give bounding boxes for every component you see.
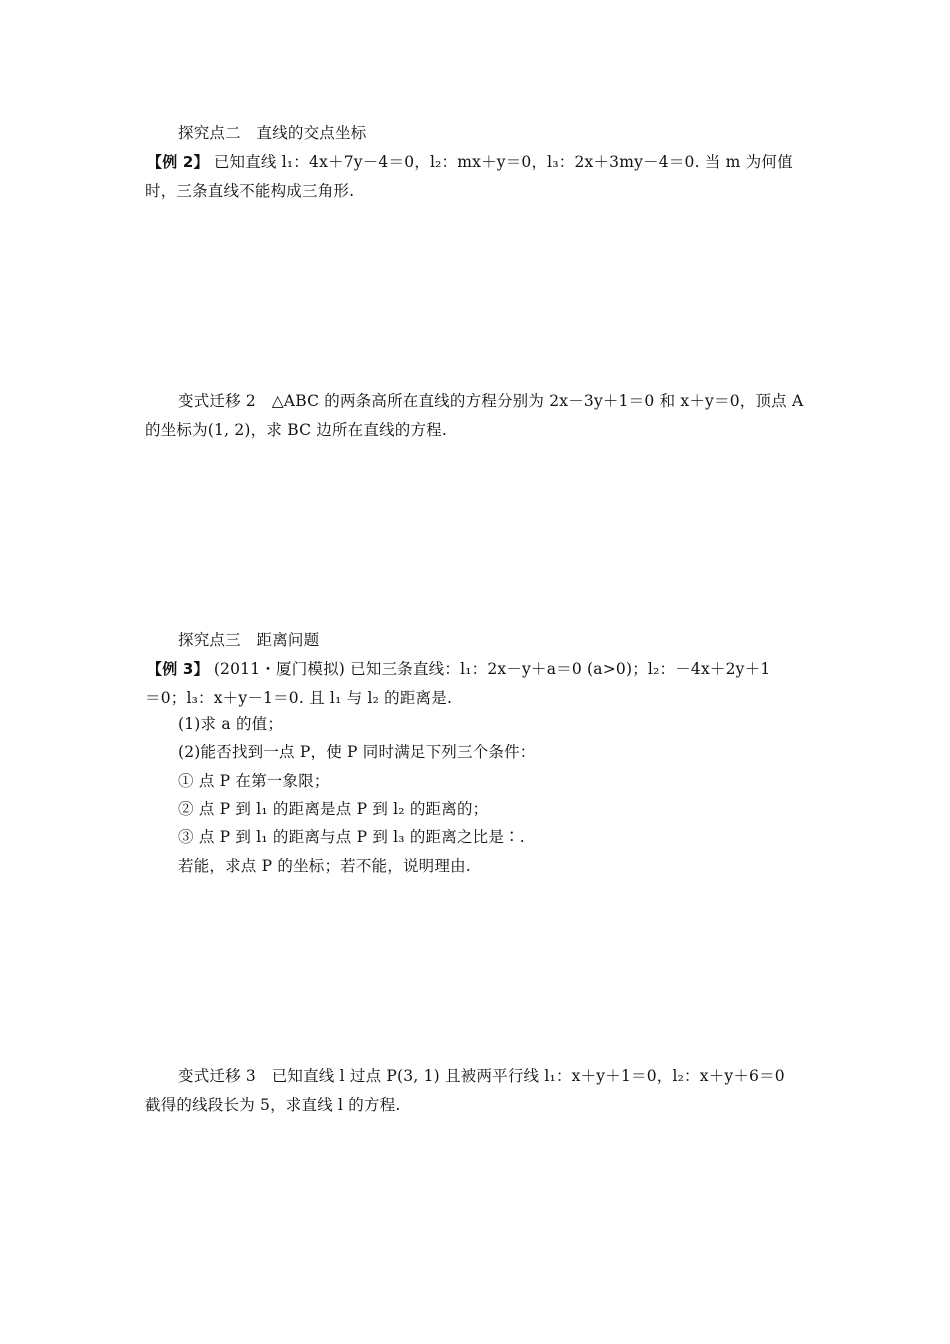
example2-tag: 【例 2】 <box>147 153 209 171</box>
variant2-line1: 变式迁移 2 △ABC 的两条高所在直线的方程分别为 2x－3y＋1＝0 和 x＋y＝0，顶点 A <box>178 392 804 410</box>
question1: (1)求 a 的值； <box>178 715 284 733</box>
example3-tag: 【例 3】 <box>147 660 209 678</box>
condition1: ① 点 P 在第一象限； <box>178 772 330 790</box>
variant2-line2: 的坐标为(1, 2)，求 BC 边所在直线的方程. <box>145 421 447 439</box>
variant3-line1: 变式迁移 3 已知直线 l 过点 P(3, 1) 且被两平行线 l₁：x＋y＋1＝0，l₂：x＋y＋6＝0 <box>178 1067 785 1085</box>
condition2: ② 点 P 到 l₁ 的距离是点 P 到 l₂ 的距离的； <box>178 800 489 818</box>
example2-line2: 时，三条直线不能构成三角形. <box>145 182 355 200</box>
example3-line1 <box>147 659 770 679</box>
question2: (2)能否找到一点 P，使 P 同时满足下列三个条件： <box>178 743 536 761</box>
conclusion: 若能，求点 P 的坐标；若不能，说明理由. <box>178 857 471 875</box>
variant3-line2: 截得的线段长为 5，求直线 l 的方程. <box>145 1096 401 1114</box>
section2-heading: 探究点二 直线的交点坐标 <box>178 124 367 142</box>
example3-text: (2011・厦门模拟) 已知三条直线：l₁：2x－y＋a＝0 (a>0)；l₂：－4x＋2y＋1 <box>213 660 771 678</box>
section3-heading: 探究点三 距离问题 <box>178 631 320 649</box>
example3-line2: ＝0；l₃：x＋y－1＝0. 且 l₁ 与 l₂ 的距离是. <box>145 689 453 707</box>
example2-line1 <box>147 152 793 172</box>
condition3: ③ 点 P 到 l₁ 的距离与点 P 到 l₃ 的距离之比是∶. <box>178 828 525 846</box>
example2-text: 已知直线 l₁：4x＋7y－4＝0，l₂：mx＋y＝0，l₃：2x＋3my－4＝0. 当 m 为何值 <box>213 153 793 171</box>
